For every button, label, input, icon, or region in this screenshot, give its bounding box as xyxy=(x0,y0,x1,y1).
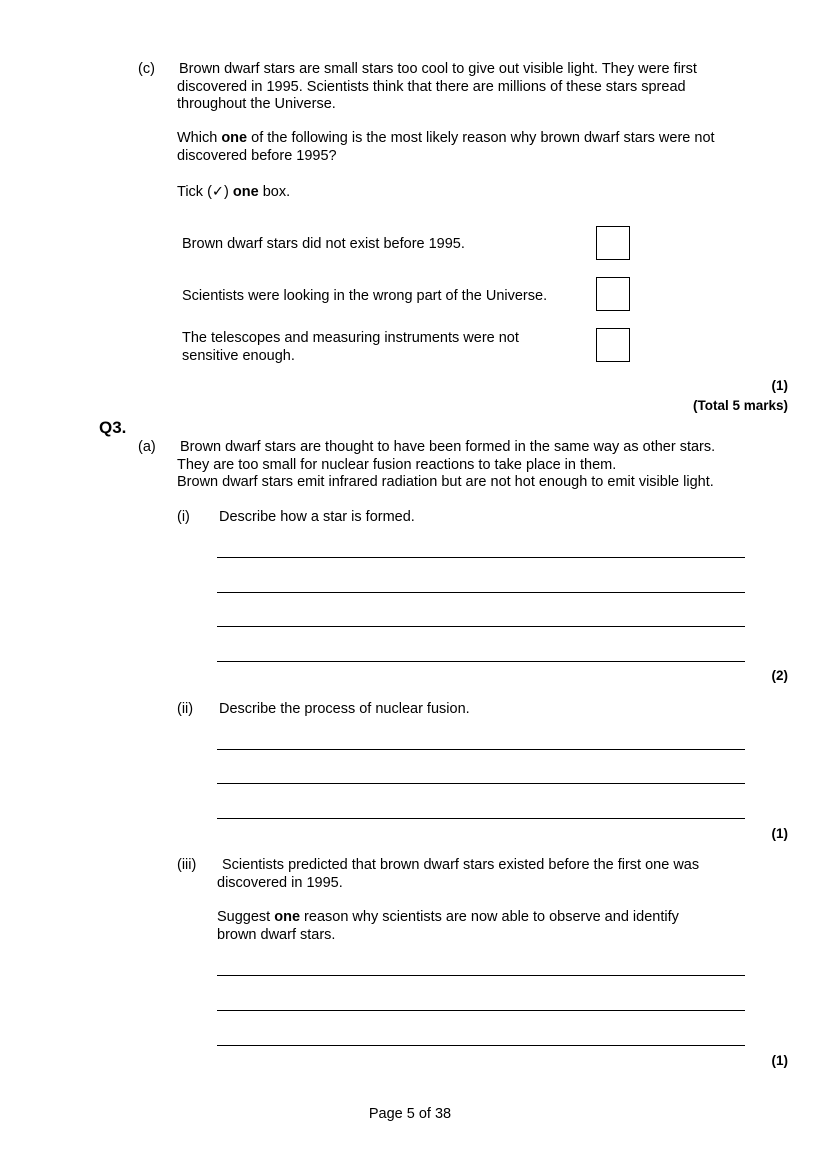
sub-iii-label: (iii) xyxy=(177,857,197,873)
option-2-text: Scientists were looking in the wrong part of the Universe. xyxy=(182,288,548,304)
sub-ii-text: Describe the process of nuclear fusion. xyxy=(219,701,470,717)
answer-line-ii-2[interactable] xyxy=(217,783,745,784)
sub-iii-text-line-1: Scientists predicted that brown dwarf stars existed before the first one was xyxy=(222,857,700,873)
part-a-text-line-1: Brown dwarf stars are thought to have been formed in the same way as other stars. xyxy=(180,439,716,455)
sub-i-text: Describe how a star is formed. xyxy=(219,509,415,525)
answer-line-ii-1[interactable] xyxy=(217,749,745,750)
sub-ii-label: (ii) xyxy=(177,701,194,717)
option-1-text: Brown dwarf stars did not exist before 1995. xyxy=(182,236,465,252)
tick-instruction: Tick (✓) one box. xyxy=(177,184,291,200)
sub-iii-suggest: Suggest one reason why scientists are now able to observe and identify xyxy=(217,909,679,925)
part-a-label: (a) xyxy=(138,439,156,455)
option-3-text-line-1: The telescopes and measuring instruments were not xyxy=(182,330,519,346)
part-a-text-line-3: Brown dwarf stars emit infrared radiation but are not hot enough to emit visible light. xyxy=(177,474,714,490)
option-1-checkbox[interactable] xyxy=(596,226,630,260)
sub-i-label: (i) xyxy=(177,509,190,525)
option-3-text-line-2: sensitive enough. xyxy=(182,348,295,364)
page-number: Page 5 of 38 xyxy=(368,1106,452,1122)
part-c-question: Which one of the following is the most likely reason why brown dwarf stars were not xyxy=(177,130,715,146)
answer-line-i-2[interactable] xyxy=(217,592,745,593)
sub-iii-suggest-line-2: brown dwarf stars. xyxy=(217,927,336,943)
sub-ii-marks: (1) xyxy=(771,826,788,841)
answer-line-i-4[interactable] xyxy=(217,661,745,662)
part-a-text-line-2: They are too small for nuclear fusion reactions to take place in them. xyxy=(177,457,617,473)
sub-iii-marks: (1) xyxy=(771,1053,788,1068)
question-3-title: Q3. xyxy=(99,418,127,437)
option-3-checkbox[interactable] xyxy=(596,328,630,362)
part-c-intro-line-3: throughout the Universe. xyxy=(177,96,336,112)
answer-line-iii-3[interactable] xyxy=(217,1045,745,1046)
answer-line-iii-2[interactable] xyxy=(217,1010,745,1011)
total-marks: (Total 5 marks) xyxy=(692,398,788,413)
part-c-question-line-2: discovered before 1995? xyxy=(177,148,337,164)
part-c-marks: (1) xyxy=(771,378,788,393)
sub-iii-text-line-2: discovered in 1995. xyxy=(217,875,343,891)
part-c-intro-line-2: discovered in 1995. Scientists think that there are millions of these stars spread xyxy=(177,79,686,95)
part-c-intro-line-1: Brown dwarf stars are small stars too cool to give out visible light. They were first xyxy=(179,61,697,77)
answer-line-iii-1[interactable] xyxy=(217,975,745,976)
answer-line-ii-3[interactable] xyxy=(217,818,745,819)
part-c-label: (c) xyxy=(138,61,155,77)
option-2-checkbox[interactable] xyxy=(596,277,630,311)
sub-i-marks: (2) xyxy=(771,668,788,683)
answer-line-i-3[interactable] xyxy=(217,626,745,627)
answer-line-i-1[interactable] xyxy=(217,557,745,558)
